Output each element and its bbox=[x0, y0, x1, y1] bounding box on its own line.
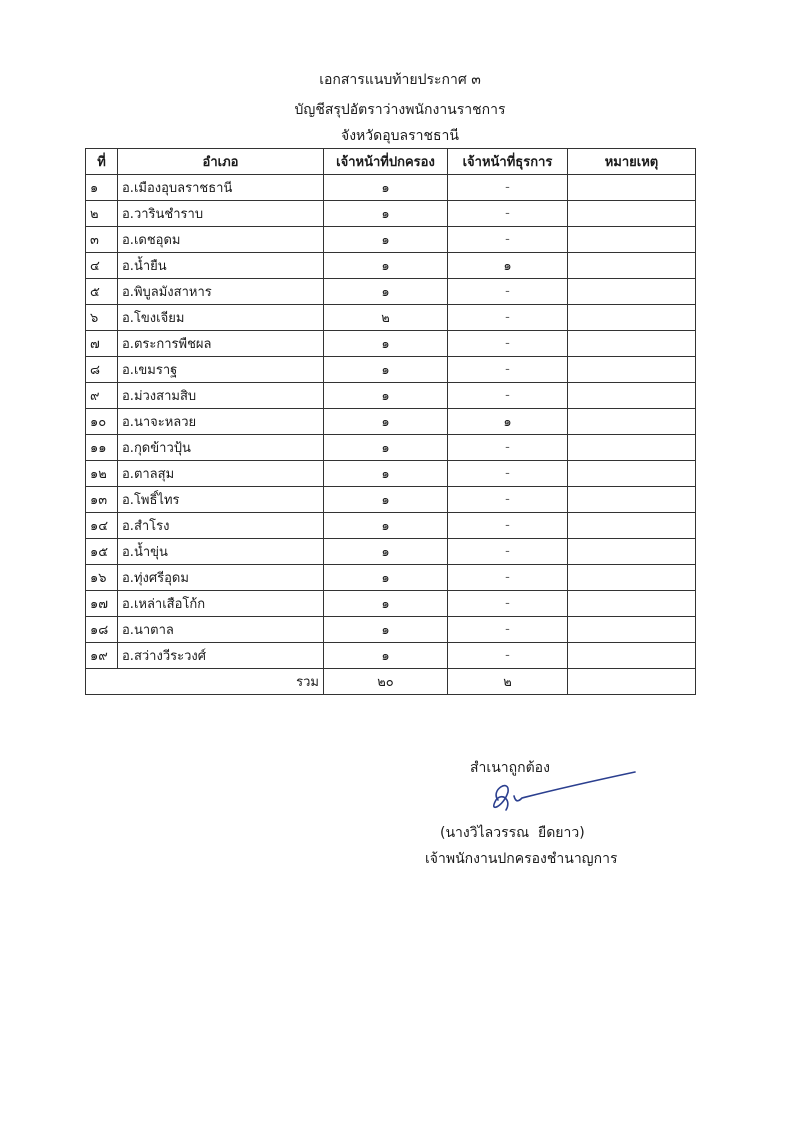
table-row bbox=[86, 487, 696, 513]
row-number: ๕ bbox=[86, 279, 118, 305]
district-name: อ.น้ำขุ่น bbox=[118, 539, 324, 565]
column-header-admin-officer: เจ้าหน้าที่ปกครอง bbox=[324, 149, 448, 175]
document-title-line2: บัญชีสรุปอัตราว่างพนักงานราชการ bbox=[294, 102, 506, 118]
district-name: อ.สำโรง bbox=[118, 513, 324, 539]
clerk-count: - bbox=[448, 643, 568, 669]
note-cell bbox=[568, 435, 696, 461]
admin-officer-count: ๑ bbox=[324, 591, 448, 617]
table-row bbox=[86, 513, 696, 539]
total-row bbox=[86, 669, 696, 695]
clerk-count: - bbox=[448, 513, 568, 539]
clerk-count: - bbox=[448, 435, 568, 461]
district-name: อ.ทุ่งศรีอุดม bbox=[118, 565, 324, 591]
table-row bbox=[86, 435, 696, 461]
table-row bbox=[86, 617, 696, 643]
district-name: อ.น้ำยืน bbox=[118, 253, 324, 279]
row-number: ๑๘ bbox=[86, 617, 118, 643]
column-header-district: อำเภอ bbox=[118, 149, 324, 175]
admin-officer-count: ๑ bbox=[324, 201, 448, 227]
admin-officer-count: ๑ bbox=[324, 331, 448, 357]
district-name: อ.ม่วงสามสิบ bbox=[118, 383, 324, 409]
note-cell bbox=[568, 513, 696, 539]
note-cell bbox=[568, 201, 696, 227]
row-number: ๒ bbox=[86, 201, 118, 227]
total-note bbox=[568, 669, 696, 695]
row-number: ๑๐ bbox=[86, 409, 118, 435]
admin-officer-count: ๑ bbox=[324, 435, 448, 461]
note-cell bbox=[568, 175, 696, 201]
row-number: ๑๔ bbox=[86, 513, 118, 539]
table-row bbox=[86, 461, 696, 487]
admin-officer-count: ๑ bbox=[324, 383, 448, 409]
total-label: รวม bbox=[86, 669, 324, 695]
admin-officer-count: ๑ bbox=[324, 253, 448, 279]
table-row bbox=[86, 175, 696, 201]
table-row bbox=[86, 331, 696, 357]
row-number: ๔ bbox=[86, 253, 118, 279]
handwritten-signature bbox=[470, 770, 650, 830]
district-name: อ.เหล่าเสือโก้ก bbox=[118, 591, 324, 617]
table-row bbox=[86, 201, 696, 227]
row-number: ๑๙ bbox=[86, 643, 118, 669]
district-name: อ.กุดข้าวปุ้น bbox=[118, 435, 324, 461]
row-number: ๓ bbox=[86, 227, 118, 253]
note-cell bbox=[568, 565, 696, 591]
note-cell bbox=[568, 279, 696, 305]
clerk-count: - bbox=[448, 305, 568, 331]
note-cell bbox=[568, 617, 696, 643]
admin-officer-count: ๑ bbox=[324, 279, 448, 305]
clerk-count: - bbox=[448, 227, 568, 253]
row-number: ๑๑ bbox=[86, 435, 118, 461]
table-header-row bbox=[86, 149, 696, 175]
clerk-count: ๑ bbox=[448, 253, 568, 279]
column-header-note: หมายเหตุ bbox=[568, 149, 696, 175]
clerk-count: - bbox=[448, 201, 568, 227]
note-cell bbox=[568, 305, 696, 331]
table-row bbox=[86, 409, 696, 435]
district-name: อ.นาจะหลวย bbox=[118, 409, 324, 435]
clerk-count: - bbox=[448, 461, 568, 487]
district-name: อ.เมืองอุบลราชธานี bbox=[118, 175, 324, 201]
table-row bbox=[86, 227, 696, 253]
note-cell bbox=[568, 331, 696, 357]
total-clerk: ๒ bbox=[448, 669, 568, 695]
district-name: อ.เขมราฐ bbox=[118, 357, 324, 383]
district-name: อ.สว่างวีระวงศ์ bbox=[118, 643, 324, 669]
certified-copy-label: สำเนาถูกต้อง bbox=[470, 760, 550, 776]
clerk-count: - bbox=[448, 175, 568, 201]
row-number: ๑๕ bbox=[86, 539, 118, 565]
clerk-count: - bbox=[448, 539, 568, 565]
admin-officer-count: ๑ bbox=[324, 487, 448, 513]
admin-officer-count: ๑ bbox=[324, 643, 448, 669]
note-cell bbox=[568, 409, 696, 435]
admin-officer-count: ๑ bbox=[324, 409, 448, 435]
clerk-count: - bbox=[448, 617, 568, 643]
total-admin: ๒๐ bbox=[324, 669, 448, 695]
admin-officer-count: ๑ bbox=[324, 617, 448, 643]
admin-officer-count: ๑ bbox=[324, 461, 448, 487]
district-name: อ.ตระการพืชผล bbox=[118, 331, 324, 357]
signer-position: เจ้าพนักงานปกครองชำนาญการ bbox=[425, 851, 618, 867]
table-row bbox=[86, 383, 696, 409]
district-name: อ.นาตาล bbox=[118, 617, 324, 643]
admin-officer-count: ๑ bbox=[324, 175, 448, 201]
clerk-count: - bbox=[448, 591, 568, 617]
admin-officer-count: ๑ bbox=[324, 565, 448, 591]
clerk-count: - bbox=[448, 331, 568, 357]
clerk-count: - bbox=[448, 565, 568, 591]
document-title-line3: จังหวัดอุบลราชธานี bbox=[341, 128, 459, 144]
note-cell bbox=[568, 487, 696, 513]
note-cell bbox=[568, 357, 696, 383]
row-number: ๙ bbox=[86, 383, 118, 409]
admin-officer-count: ๑ bbox=[324, 513, 448, 539]
row-number: ๑๖ bbox=[86, 565, 118, 591]
district-name: อ.พิบูลมังสาหาร bbox=[118, 279, 324, 305]
row-number: ๑ bbox=[86, 175, 118, 201]
row-number: ๗ bbox=[86, 331, 118, 357]
table-row bbox=[86, 565, 696, 591]
table-row bbox=[86, 279, 696, 305]
note-cell bbox=[568, 539, 696, 565]
district-name: อ.วารินชำราบ bbox=[118, 201, 324, 227]
admin-officer-count: ๑ bbox=[324, 357, 448, 383]
column-header-clerk: เจ้าหน้าที่ธุรการ bbox=[448, 149, 568, 175]
district-name: อ.โพธิ์ไทร bbox=[118, 487, 324, 513]
row-number: ๑๒ bbox=[86, 461, 118, 487]
signer-name: (นางวิไลวรรณ ยืดยาว) bbox=[440, 825, 585, 841]
clerk-count: - bbox=[448, 279, 568, 305]
vacancy-table bbox=[85, 148, 696, 695]
clerk-count: - bbox=[448, 357, 568, 383]
table-row bbox=[86, 591, 696, 617]
row-number: ๘ bbox=[86, 357, 118, 383]
table-row bbox=[86, 305, 696, 331]
table-row bbox=[86, 539, 696, 565]
note-cell bbox=[568, 461, 696, 487]
district-name: อ.เดชอุดม bbox=[118, 227, 324, 253]
column-header-no: ที่ bbox=[86, 149, 118, 175]
admin-officer-count: ๑ bbox=[324, 539, 448, 565]
table-row bbox=[86, 357, 696, 383]
clerk-count: - bbox=[448, 487, 568, 513]
table-row bbox=[86, 253, 696, 279]
admin-officer-count: ๒ bbox=[324, 305, 448, 331]
row-number: ๑๗ bbox=[86, 591, 118, 617]
admin-officer-count: ๑ bbox=[324, 227, 448, 253]
note-cell bbox=[568, 591, 696, 617]
note-cell bbox=[568, 253, 696, 279]
district-name: อ.ตาลสุม bbox=[118, 461, 324, 487]
row-number: ๑๓ bbox=[86, 487, 118, 513]
note-cell bbox=[568, 643, 696, 669]
note-cell bbox=[568, 383, 696, 409]
note-cell bbox=[568, 227, 696, 253]
document-title-line1: เอกสารแนบท้ายประกาศ ๓ bbox=[319, 72, 481, 88]
clerk-count: ๑ bbox=[448, 409, 568, 435]
row-number: ๖ bbox=[86, 305, 118, 331]
district-name: อ.โขงเจียม bbox=[118, 305, 324, 331]
clerk-count: - bbox=[448, 383, 568, 409]
table-row bbox=[86, 643, 696, 669]
